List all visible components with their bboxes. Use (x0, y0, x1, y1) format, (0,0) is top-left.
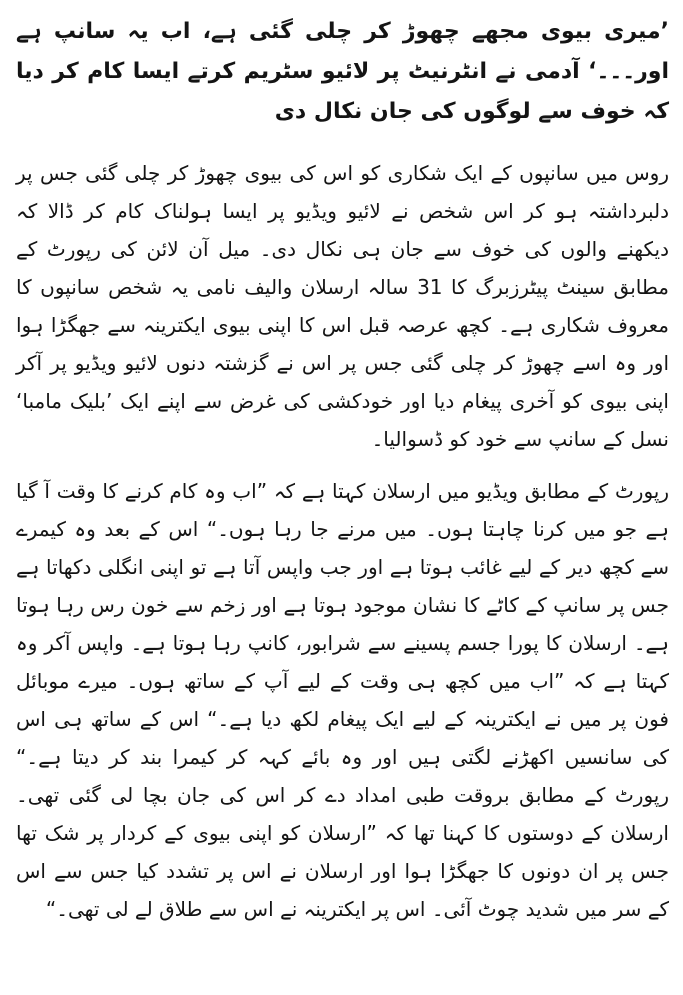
article-paragraph-1: روس میں سانپوں کے ایک شکاری کو اس کی بیوی چھوڑ کر چلی گئی جس پر دلبرداشتہ ہو کر اس شخص نے لائیو ویڈیو پر ایسا ہولناک کام کر ڈالا کہ دیکھنے والوں کی خوف سے جان ہی نکال دی۔ میل آن لائن کی رپورٹ کے مطابق سینٹ پیٹرزبرگ کا 31 سالہ ارسلان والیف نامی یہ شخص سانپوں کا معروف شکاری ہے۔ کچھ عرصہ قبل اس کا اپنی بیوی ایکترینہ سے جھگڑا ہوا اور وہ اسے چھوڑ کر چلی گئی جس پر اس نے گزشتہ دنوں لائیو ویڈیو پر آکر اپنی بیوی کو آخری پیغام دیا اور خودکشی کی غرض سے اپنے ایک ’بلیک مامبا‘ نسل کے سانپ سے خود کو ڈسوالیا۔ (16, 161, 669, 451)
article-headline: ’میری بیوی مجھے چھوڑ کر چلی گئی ہے، اب یہ سانپ ہے اور۔۔۔‘ آدمی نے انٹرنیٹ پر لائیو سٹریم کرتے ایسا کام کر دیا کہ خوف سے لوگوں کی جان نکال دی (16, 19, 669, 124)
article-paragraph-2: رپورٹ کے مطابق ویڈیو میں ارسلان کہتا ہے کہ ”اب وہ کام کرنے کا وقت آ گیا ہے جو میں کرنا چاہتا ہوں۔ میں مرنے جا رہا ہوں۔“ اس کے بعد وہ کیمرے سے کچھ دیر کے لیے غائب ہوتا ہے اور جب واپس آتا ہے تو اپنی انگلی دکھاتا ہے جس پر سانپ کے کاٹے کا نشان موجود ہوتا ہے اور زخم سے خون رس رہا ہوتا ہے۔ ارسلان کا پورا جسم پسینے سے شرابور، کانپ رہا ہوتا ہے۔ واپس آکر وہ کہتا ہے کہ ”اب میں کچھ ہی وقت کے لیے آپ کے ساتھ ہوں۔ میرے موبائل فون پر میں نے ایکترینہ کے لیے ایک پیغام لکھ دیا ہے۔“ اس کے ساتھ ہی اس کی سانسیں اکھڑنے لگتی ہیں اور وہ بائے کہہ کر کیمرا بند کر دیتا ہے۔“ رپورٹ کے مطابق بروقت طبی امداد دے کر اس کی جان بچا لی گئی تھی۔ ارسلان کے دوستوں کا کہنا تھا کہ ”ارسلان کو اپنی بیوی کے کردار پر شک تھا جس پر ان دونوں کا جھگڑا ہوا اور ارسلان نے اس پر تشدد کیا جس سے اس کے سر میں شدید چوٹ آئی۔ اس پر ایکترینہ نے اس سے طلاق لے لی تھی۔“ (16, 479, 669, 921)
